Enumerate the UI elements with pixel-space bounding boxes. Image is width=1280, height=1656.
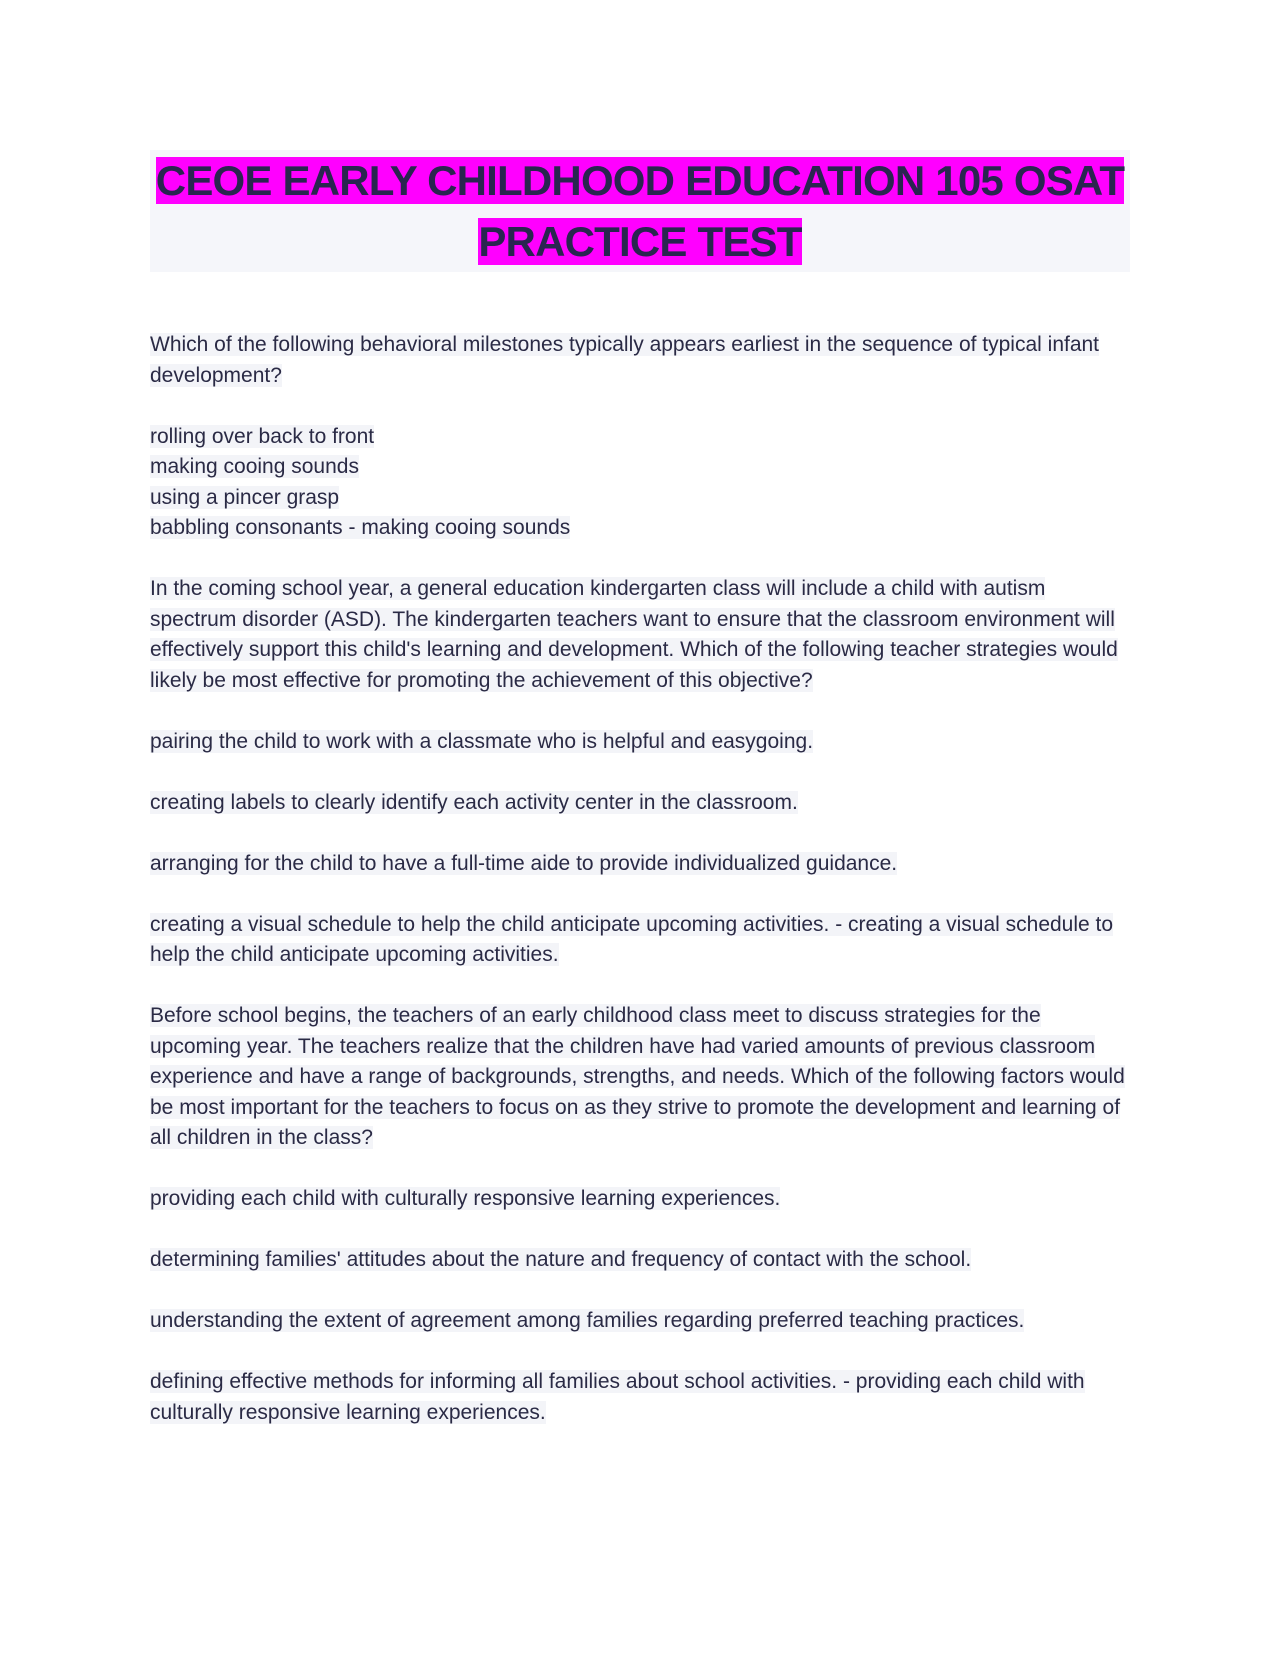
- question-1-option-a: rolling over back to front: [150, 424, 375, 448]
- question-2-option-d: creating a visual schedule to help the child anticipate upcoming activities. - creating a visual schedule to help the child anticipate upcoming activities.: [150, 912, 1114, 966]
- question-3-option-a: providing each child with culturally responsive learning experiences.: [150, 1187, 781, 1210]
- title-block: [150, 150, 1130, 272]
- question-3-option-d: defining effective methods for informing all families about school activities. - providing each child with culturally responsive learning experiences.: [150, 1370, 1085, 1424]
- question-1: [150, 330, 1130, 391]
- question-3: [150, 1001, 1130, 1154]
- question-1-option-c: using a pincer grasp: [150, 485, 340, 509]
- question-2: [150, 574, 1130, 696]
- question-1-text: Which of the following behavioral milestones typically appears earliest in the sequence of typical infant development?: [150, 333, 1100, 387]
- question-3-option-c: understanding the extent of agreement among families regarding preferred teaching practices.: [150, 1309, 1025, 1332]
- question-1-options: [150, 422, 1130, 544]
- question-2-text: In the coming school year, a general education kindergarten class will include a child with autism spectrum disorder (ASD). The kindergarten teachers want to ensure that the classroom environment will effectively support this child's learning and development. Which of the following teacher strategies would likely be most effective for promoting the achievement of this objective?: [150, 577, 1118, 692]
- question-2-option-c: arranging for the child to have a full-time aide to provide individualized guidance.: [150, 851, 898, 875]
- question-2-option-b: creating labels to clearly identify each activity center in the classroom.: [150, 790, 798, 814]
- question-1-option-d: babbling consonants - making cooing sounds: [150, 516, 571, 539]
- question-2-option-a: pairing the child to work with a classmate who is helpful and easygoing.: [150, 729, 814, 753]
- page-title: CEOE EARLY CHILDHOOD EDUCATION 105 OSAT PRACTICE TEST: [155, 157, 1125, 265]
- document-content: [150, 330, 1130, 1428]
- document-page: [150, 150, 1130, 1428]
- question-3-text: Before school begins, the teachers of an early childhood class meet to discuss strategies for the upcoming year. The teachers realize that the children have had varied amounts of previous classroom experience and have a range of backgrounds, strengths, and needs. Which of the following factors would be most important for the teachers to focus on as they strive to promote the development and learning of all children in the class?: [150, 1004, 1125, 1149]
- question-3-option-b: determining families' attitudes about the nature and frequency of contact with the school.: [150, 1248, 972, 1271]
- question-1-option-b: making cooing sounds: [150, 455, 359, 478]
